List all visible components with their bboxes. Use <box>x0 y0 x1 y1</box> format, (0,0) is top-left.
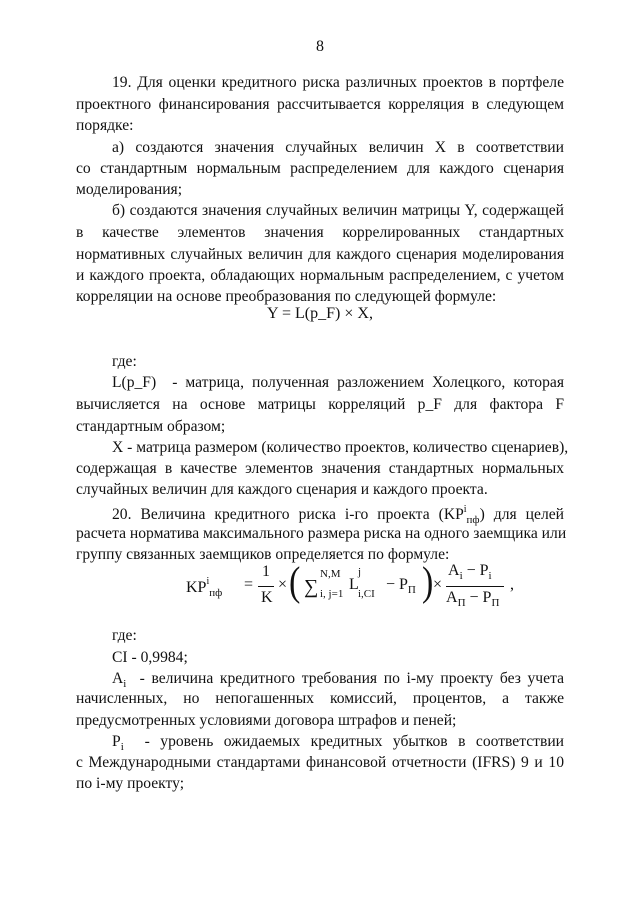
times-sign-1: × <box>278 576 288 593</box>
item-b-line5: корреляции на основе преобразования по следующей формуле: <box>76 288 497 305</box>
formula-lhs: $KP^i_{пф}$ <box>186 576 223 599</box>
l-symbol: L(p_F) <box>112 374 157 391</box>
where1-l-line3: стандартным образом; <box>76 418 226 435</box>
where1-l-line2: вычисляется на основе матрицы корреляций p_F для фактора F <box>76 396 564 413</box>
para20-line3: группу связанных заемщиков определяется по формуле: <box>76 546 450 563</box>
formula-equals: = <box>244 576 254 593</box>
left-paren: ( <box>289 560 301 605</box>
fraction-bar-1 <box>258 586 274 587</box>
item-a-line1: а) создаются значения случайных величин X в соответствии <box>112 139 564 156</box>
right-paren: ) <box>422 560 434 605</box>
where1-x-line3: случайных величин для каждого сценария и каждого проекта. <box>76 481 488 498</box>
l-term: L <box>349 576 359 593</box>
where-label-2: где: <box>112 627 137 644</box>
para20-line2: расчета норматива максимального размера риска на одного заемщика или <box>76 525 567 542</box>
ci-value: CI - 0,9984; <box>112 649 188 666</box>
formula-comma: , <box>510 576 514 593</box>
minus-p-term: − $P_П$ <box>386 576 416 596</box>
where1-l-line1 <box>112 373 564 393</box>
sum-sign: ∑ <box>304 576 319 598</box>
para19-line3: порядке: <box>76 117 134 134</box>
item-a-line3: моделирования; <box>76 181 183 198</box>
where1-x-line2: содержащая в качестве элементов значения стандартных нормальных <box>76 460 564 477</box>
where2-a-line2: начисленных, но непогашенных комиссий, процентов, а также <box>76 690 564 707</box>
where2-a-line1: $A_i$ - величина кредитного требования по i-му проекту без учета <box>112 670 565 690</box>
fraction-denominator: $A_П - P_П$ <box>446 589 500 609</box>
l-definition: - матрица, полученная разложением Холецкого, которая <box>172 374 564 391</box>
times-sign-2: × <box>433 576 443 593</box>
item-b-line3: нормативных случайных величин для каждого сценария моделирования <box>76 246 564 263</box>
where2-p-line3: по i-му проекту; <box>76 775 185 792</box>
sum-upper: N,M <box>320 568 341 580</box>
fraction-denominator-k: K <box>261 589 273 606</box>
fraction-bar-2 <box>446 586 504 587</box>
para19-line2: проектного финансирования рассчитывается корреляция в следующем <box>76 96 564 113</box>
para19-line1: 19. Для оценки кредитного риска различных проектов в портфеле <box>112 74 564 91</box>
l-subscript: i,CI <box>358 588 375 600</box>
where-label-1: где: <box>112 353 137 370</box>
item-a-line2: со стандартным нормальным распределением для каждого сценария <box>76 160 564 177</box>
formula-cholesky: Y = L(p_F) × X, <box>267 305 373 322</box>
where2-p-line2: с Международными стандартами финансовой отчетности (IFRS) 9 и 10 <box>76 754 564 771</box>
item-b-line1: б) создаются значения случайных величин матрицы Y, содержащей <box>112 202 564 219</box>
item-b-line4: и каждого проекта, обладающих нормальным распределением, с учетом <box>76 267 564 284</box>
item-b-line2: в качестве элементов значения коррелированных стандартных <box>76 224 564 241</box>
fraction-numerator: $A_i - P_i$ <box>448 562 492 582</box>
l-superscript: j <box>358 566 362 578</box>
para20-line1: 20. Величина кредитного риска i-го проекта $(KP^i_{пф})$ для целей <box>112 504 564 526</box>
fraction-numerator-one: 1 <box>262 563 270 580</box>
page-number: 8 <box>316 38 324 55</box>
where1-x-line1: X - матрица размером (количество проектов, количество сценариев), <box>112 439 569 456</box>
where2-p-line1: $P_i$ - уровень ожидаемых кредитных убытков в соответствии <box>112 733 565 753</box>
sum-lower: i, j=1 <box>320 588 344 600</box>
formula-credit-risk <box>186 560 514 616</box>
where2-a-line3: предусмотренных условиями договора штрафов и пеней; <box>76 712 457 729</box>
